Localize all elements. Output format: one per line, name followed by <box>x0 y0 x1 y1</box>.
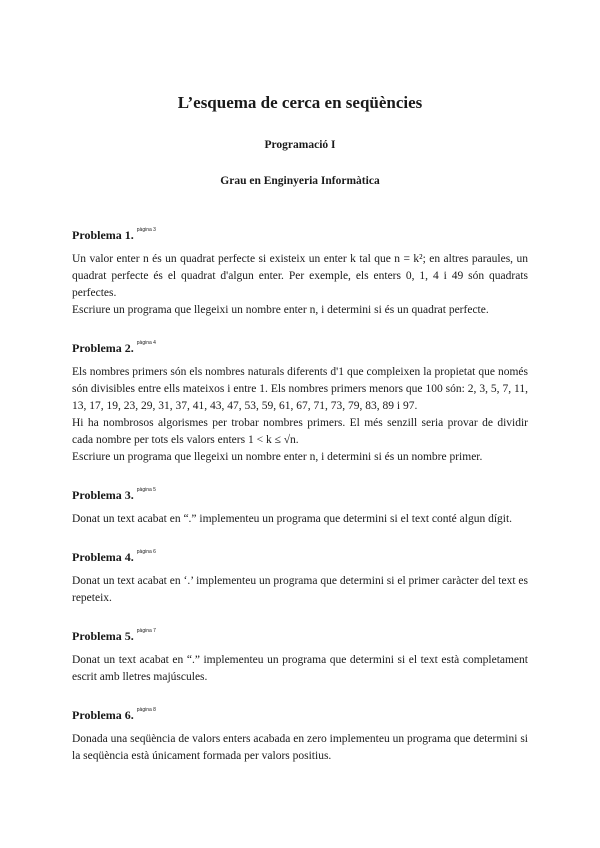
problem-heading <box>72 623 528 644</box>
problem-statement: Donat un text acabat en “.” implementeu un programa que determini si el text conté algun dígit. <box>72 513 513 525</box>
page-reference: pàgina 7 <box>136 628 156 634</box>
problem-statement: Un valor enter n és un quadrat perfecte si existeix un enter k tal que n = k²; en altres paraules, un quadrat perfecte és el quadrat d'algun enter. Per exemple, els enters 0, 1, 4 i 49 són quadrats perfectes. <box>72 253 528 299</box>
problem-task: Escriure un programa que llegeixi un nombre enter n, i determini si és un nombre primer. <box>72 451 483 463</box>
degree-name: Grau en Enginyeria Informàtica <box>220 175 380 187</box>
problem-label: Problema 5. <box>72 629 134 643</box>
problem-label: Problema 3. <box>72 488 134 502</box>
document-title: L’esquema de cerca en seqüències <box>177 93 423 112</box>
problem-heading <box>72 222 528 243</box>
course-name: Programació I <box>264 139 336 151</box>
problem-5 <box>72 623 528 686</box>
problem-3 <box>72 482 528 528</box>
problem-statement: Donada una seqüència de valors enters acabada en zero implementeu un programa que determini si la seqüència està únicament formada per valors positius. <box>72 733 528 762</box>
problem-label: Problema 2. <box>72 341 134 355</box>
problem-label: Problema 6. <box>72 708 134 722</box>
problem-statement: Donat un text acabat en ‘.’ implementeu un programa que determini si el primer caràcter del text es repeteix. <box>72 575 528 604</box>
problem-task: Escriure un programa que llegeixi un nombre enter n, i determini si és un quadrat perfecte. <box>72 304 489 316</box>
problem-label: Problema 1. <box>72 228 134 242</box>
problem-statement: Donat un text acabat en “.” implementeu un programa que determini si el text està completament escrit amb lletres majúscules. <box>72 654 528 683</box>
problem-hint: Hi ha nombrosos algorismes per trobar nombres primers. El més senzill seria provar de dividir cada nombre per tots els valors enters 1 < k ≤ √n. <box>72 417 528 446</box>
page-reference: pàgina 3 <box>136 227 156 233</box>
page-reference: pàgina 8 <box>136 707 156 713</box>
problem-statement: Els nombres primers són els nombres naturals diferents d'1 que compleixen la propietat que només són divisibles entre ells mateixos i entre 1. Els nombres primers menors que 100 són: 2, 3, 5, 7, 11, 13, 17, 19, 23, 29, 31, 37, 41, 43, 47, 53, 59, 61, 67, 71, 73, 79, 83, 89 i 97. <box>72 366 528 412</box>
problem-4 <box>72 544 528 607</box>
problem-list <box>72 222 528 781</box>
problem-heading <box>72 544 528 565</box>
page-reference: pàgina 5 <box>136 487 156 493</box>
problem-2 <box>72 335 528 466</box>
problem-6 <box>72 702 528 765</box>
problem-heading <box>72 482 528 503</box>
page-reference: pàgina 4 <box>136 340 156 346</box>
problem-heading <box>72 702 528 723</box>
problem-heading <box>72 335 528 356</box>
page-reference: pàgina 6 <box>136 549 156 555</box>
problem-1 <box>72 222 528 319</box>
problem-label: Problema 4. <box>72 550 134 564</box>
